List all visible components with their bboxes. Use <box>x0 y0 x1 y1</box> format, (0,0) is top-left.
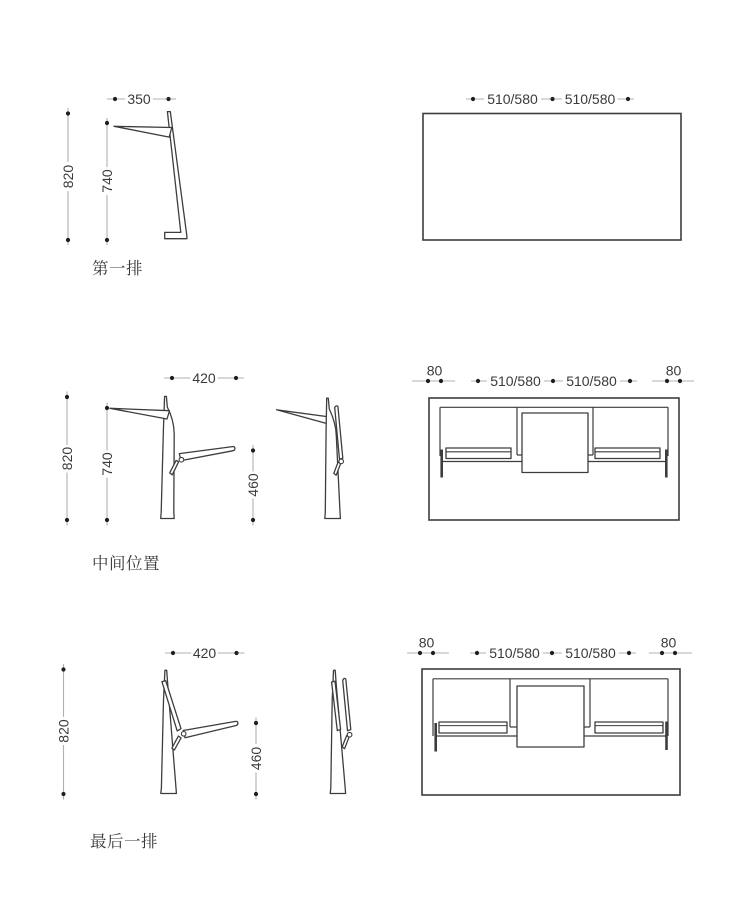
dim-label: 510/580 <box>566 372 617 389</box>
dim-dot <box>234 651 238 655</box>
dim-label: 510/580 <box>487 90 538 107</box>
plan-view-first-row <box>423 91 681 240</box>
dim-label: 420 <box>192 369 216 386</box>
dim-label: 460 <box>244 473 261 497</box>
pivot-joint <box>347 732 352 737</box>
dim-label: 460 <box>247 746 264 771</box>
dim-dot <box>61 792 65 796</box>
dim-dot <box>66 238 70 242</box>
dim-dot <box>234 376 238 380</box>
dim-dot <box>105 406 109 410</box>
dim-dot <box>113 97 117 101</box>
dim-dot <box>61 667 65 671</box>
dim-dot <box>251 448 255 452</box>
dim-dot <box>475 651 479 655</box>
dim-dot <box>170 376 174 380</box>
dim-label: 820 <box>55 719 72 743</box>
dim-dot <box>65 518 69 522</box>
dim-label: 820 <box>58 446 75 471</box>
dim-label: 740 <box>98 169 115 193</box>
seat-plan-left <box>439 722 507 733</box>
dim-label: 510/580 <box>564 90 616 107</box>
row-label: 第一排 <box>92 260 143 278</box>
dim-label: 740 <box>98 452 115 476</box>
dim-dot <box>673 651 677 655</box>
dim-dot <box>418 651 422 655</box>
dim-dot <box>471 97 475 101</box>
dim-dot <box>476 379 480 383</box>
center-console <box>522 413 588 473</box>
dim-dot <box>439 379 443 383</box>
pivot-joint <box>339 459 344 464</box>
dim-label: 80 <box>665 362 682 379</box>
dim-label: 820 <box>59 164 76 189</box>
dim-dot <box>66 111 70 115</box>
dim-label: 510/580 <box>490 372 541 389</box>
dim-dot <box>626 97 630 101</box>
desk-outline-plan <box>423 114 681 241</box>
pivot-joint <box>179 457 184 462</box>
dim-dot <box>551 379 555 383</box>
dim-dot <box>251 518 255 522</box>
dim-dot <box>166 97 170 101</box>
center-console <box>517 686 584 747</box>
dim-dot <box>65 395 69 399</box>
row-label: 最后一排 <box>90 833 158 851</box>
dim-dot <box>627 651 631 655</box>
seat-plan-right <box>595 722 663 733</box>
dim-dot <box>426 379 430 383</box>
dim-dot <box>254 792 258 796</box>
dim-dot <box>105 121 109 125</box>
dim-dot <box>628 379 632 383</box>
dim-dot <box>660 651 664 655</box>
dim-label: 510/580 <box>565 644 616 661</box>
dim-dot <box>550 651 554 655</box>
dim-label: 420 <box>192 644 217 661</box>
row-label: 中间位置 <box>92 555 160 573</box>
dim-dot <box>105 518 109 522</box>
seat-plan-right <box>595 448 660 459</box>
seat-plan-left <box>446 448 511 459</box>
dim-dot <box>665 379 669 383</box>
dim-label: 80 <box>418 634 435 651</box>
dim-dot <box>105 238 109 242</box>
pivot-joint <box>181 732 186 737</box>
dim-label: 350 <box>127 90 151 107</box>
dim-dot <box>171 651 175 655</box>
dim-dot <box>678 379 682 383</box>
dim-dot <box>254 721 258 725</box>
dim-label: 80 <box>660 634 677 651</box>
dim-dot <box>550 97 554 101</box>
dim-dot <box>431 651 435 655</box>
dim-label: 510/580 <box>489 644 540 661</box>
dim-label: 80 <box>426 362 443 379</box>
